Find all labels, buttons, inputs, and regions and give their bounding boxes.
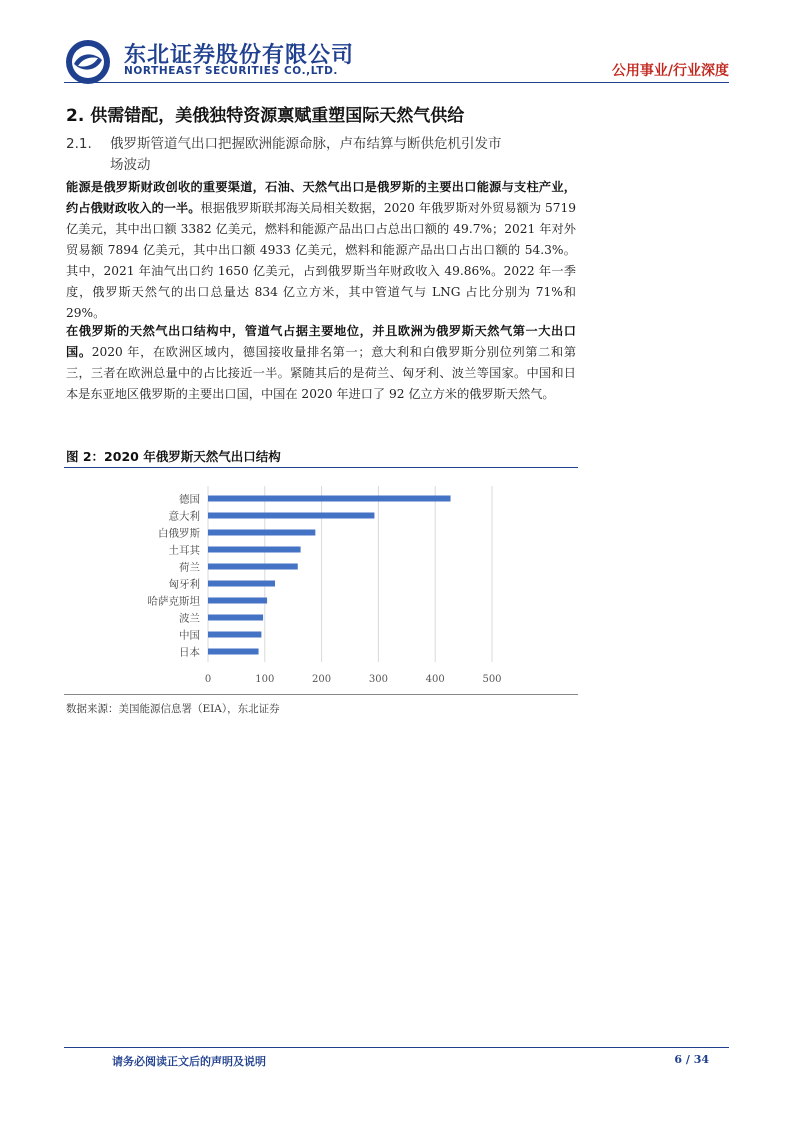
- category-label: 波兰: [179, 612, 200, 625]
- figure-title: 图 2：2020 年俄罗斯天然气出口结构: [66, 449, 281, 464]
- x-tick-label: 500: [482, 674, 502, 685]
- x-tick-label: 400: [425, 674, 445, 685]
- paragraph-1-lead: 能源是俄罗斯财政创收的重要渠道，石油、天然气出口是俄罗斯的主要出口能源与支柱产业，约占俄财政收入的一半。: [66, 180, 576, 215]
- category-label: 意大利: [168, 510, 200, 523]
- category-label: 中国: [179, 629, 200, 642]
- subsection-title: [66, 134, 586, 176]
- paragraph-1: [66, 177, 576, 324]
- x-tick-label: 100: [255, 674, 275, 685]
- header-divider: [64, 82, 729, 83]
- company-name-cn: 东北证券股份有限公司: [124, 43, 355, 68]
- bar: [208, 496, 451, 502]
- footer-divider: [64, 1047, 729, 1048]
- figure-source: 数据来源：美国能源信息署（EIA），东北证券: [66, 703, 280, 715]
- bar: [208, 564, 298, 570]
- category-label: 哈萨克斯坦: [147, 595, 200, 608]
- paragraph-2-lead: 在俄罗斯的天然气出口结构中，管道气占据主要地位，并且欧洲为俄罗斯天然气第一大出口国。: [66, 324, 576, 359]
- bar: [208, 615, 263, 621]
- subsection-number: 2.1.: [66, 136, 92, 152]
- category-label: 日本: [179, 646, 200, 659]
- company-logo-icon: [64, 38, 112, 86]
- bar: [208, 530, 315, 536]
- bar: [208, 513, 374, 519]
- category-label: 德国: [179, 493, 200, 506]
- section-title: 2. 供需错配，美俄独特资源禀赋重塑国际天然气供给: [66, 106, 465, 126]
- category-label: 土耳其: [168, 544, 200, 557]
- bar: [208, 581, 275, 587]
- paragraph-2: [66, 321, 576, 405]
- subsection-title-line2: 场波动: [110, 157, 151, 173]
- figure-top-rule: [64, 467, 578, 468]
- category-label: 荷兰: [179, 561, 200, 574]
- bar: [208, 547, 301, 553]
- bar-chart: [64, 470, 578, 692]
- x-tick-label: 0: [204, 674, 212, 685]
- paragraph-1-text: 根据俄罗斯联邦海关局相关数据，2020 年俄罗斯对外贸易额为 5719 亿美元，其中出口额 3382 亿美元，燃料和能源产品出口占总出口额的 49.7%；2021 年对外贸易额 7894 亿美元，其中出口额 4933 亿美元，燃料和能源产品出口占出口额的 54.3%。其中，2021 年油气出口约 1650 亿美元，占到俄罗斯当年财政收入 49.86%。2022 年一季度，俄罗斯天然气的出口总量达 834 亿立方米，其中管道气与 LNG 占比分别为 71%和 29%。: [66, 201, 577, 320]
- category-label: 匈牙利: [168, 578, 200, 591]
- category-label: 白俄罗斯: [158, 527, 200, 540]
- company-name-en: NORTHEAST SECURITIES CO.,LTD.: [124, 65, 338, 77]
- x-tick-label: 300: [368, 674, 388, 685]
- bar: [208, 598, 267, 604]
- paragraph-2-text: 2020 年，在欧洲区域内，德国接收量排名第一；意大利和白俄罗斯分别位列第二和第三，三者在欧洲总量中的占比接近一半。紧随其后的是荷兰、匈牙利、波兰等国家。中国和日本是东亚地区俄罗斯的主要出口国，中国在 2020 年进口了 92 亿立方米的俄罗斯天然气。: [66, 345, 577, 401]
- bar: [208, 649, 259, 655]
- x-tick-label: 200: [312, 674, 332, 685]
- footer-disclaimer: 请务必阅读正文后的声明及说明: [112, 1055, 266, 1068]
- report-type: 公用事业/行业深度: [611, 63, 729, 79]
- figure-bottom-rule: [64, 694, 578, 695]
- subsection-title-line1: 俄罗斯管道气出口把握欧洲能源命脉，卢布结算与断供危机引发市: [110, 136, 502, 152]
- page-number: 6 / 34: [674, 1053, 709, 1066]
- bar: [208, 632, 261, 638]
